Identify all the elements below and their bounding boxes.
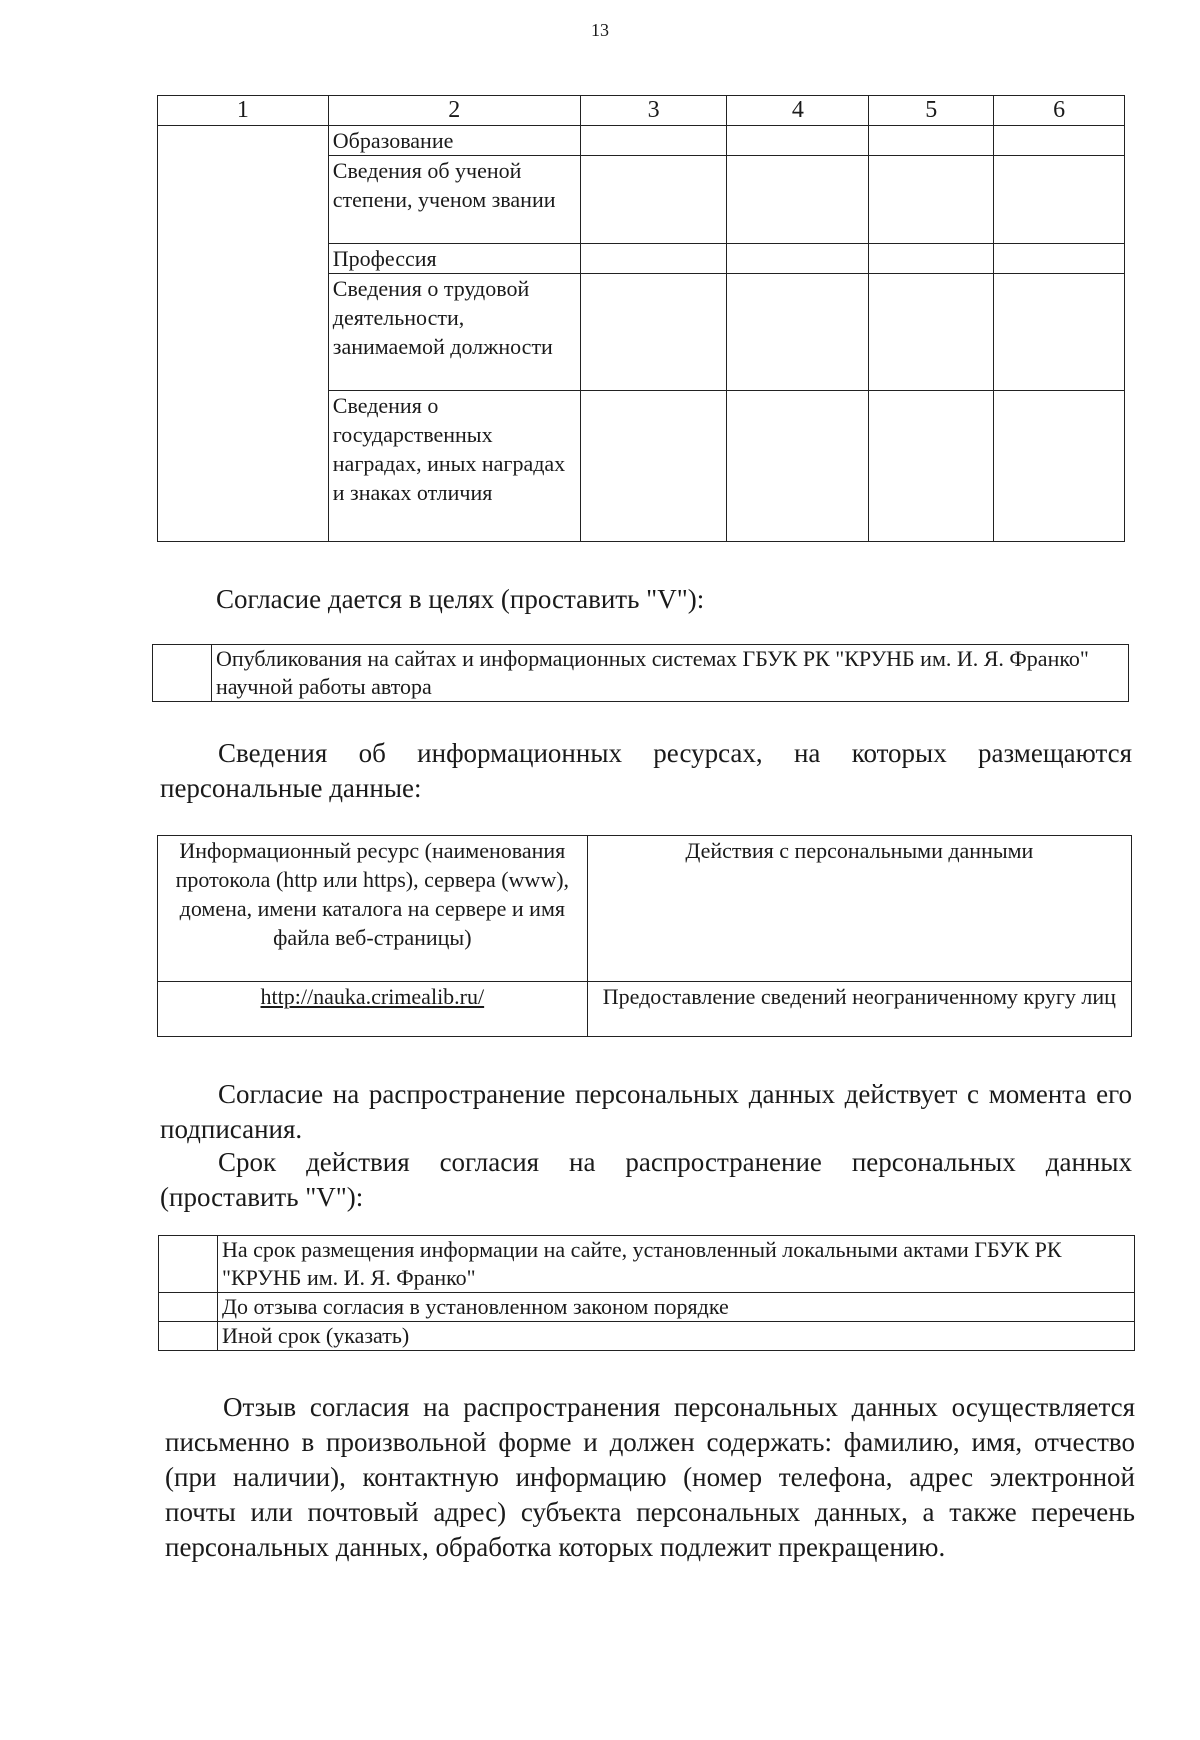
table-header-row xyxy=(158,96,1125,126)
empty-cell xyxy=(994,244,1125,274)
empty-cell xyxy=(727,391,869,542)
purpose-checkbox[interactable] xyxy=(153,645,212,702)
resources-intro: Сведения об информационных ресурсах, на которых размещаются персональные данные: xyxy=(160,738,1132,803)
row-label-degree: Сведения об ученой степени, ученом звании xyxy=(328,156,580,244)
empty-cell xyxy=(869,126,994,156)
column-header: 4 xyxy=(727,96,869,126)
column-header: 1 xyxy=(158,96,329,126)
empty-cell xyxy=(869,391,994,542)
row-label-profession: Профессия xyxy=(328,244,580,274)
empty-cell xyxy=(869,244,994,274)
row-label-education: Образование xyxy=(328,126,580,156)
table-row xyxy=(158,982,1132,1037)
term-option: Иной срок (указать) xyxy=(218,1322,1135,1351)
term-checkbox[interactable] xyxy=(159,1322,218,1351)
purpose-table xyxy=(152,644,1129,702)
term-checkbox[interactable] xyxy=(159,1293,218,1322)
actions-cell: Предоставление сведений неограниченному кругу лиц xyxy=(587,982,1131,1037)
empty-cell xyxy=(869,156,994,244)
empty-cell xyxy=(580,244,727,274)
empty-cell xyxy=(580,126,727,156)
empty-cell xyxy=(994,274,1125,391)
revocation-text: Отзыв согласия на распространения персональных данных осуществляется письменно в произвольной форме и должен содержать: фамилию, имя, отчество (при наличии), контактную информацию (номер телефона, адрес электронной почты или почтовый адрес) субъекта персональных данных, а также перечень персональных данных, обработка которых подлежит прекращению. xyxy=(165,1392,1135,1562)
empty-cell xyxy=(869,274,994,391)
table-row xyxy=(158,126,1125,156)
term-option: До отзыва согласия в установленном законом порядке xyxy=(218,1293,1135,1322)
column-header: 5 xyxy=(869,96,994,126)
term-option: На срок размещения информации на сайте, установленный локальными актами ГБУК РК "КРУНБ им. И. Я. Франко" xyxy=(218,1236,1135,1293)
table-row xyxy=(159,1293,1135,1322)
empty-cell xyxy=(727,244,869,274)
resource-cell xyxy=(158,982,588,1037)
resource-link[interactable]: http://nauka.crimealib.ru/ xyxy=(260,984,485,1009)
purpose-intro: Согласие дается в целях (проставить "V"): xyxy=(216,584,705,614)
term-table xyxy=(158,1235,1135,1351)
table-header-row xyxy=(158,836,1132,982)
column-header: 2 xyxy=(328,96,580,126)
resources-table xyxy=(157,835,1132,1037)
column-header: 3 xyxy=(580,96,727,126)
empty-cell xyxy=(158,126,329,542)
empty-cell xyxy=(727,274,869,391)
actions-header: Действия с персональными данными xyxy=(587,836,1131,982)
table-row xyxy=(159,1236,1135,1293)
empty-cell xyxy=(727,156,869,244)
row-label-awards: Сведения о государственных наградах, иных наградах и знаках отличия xyxy=(328,391,580,542)
purpose-option: Опубликования на сайтах и информационных системах ГБУК РК "КРУНБ им. И. Я. Франко" научной работы автора xyxy=(212,645,1129,702)
table-row xyxy=(159,1322,1135,1351)
empty-cell xyxy=(580,274,727,391)
empty-cell xyxy=(994,156,1125,244)
empty-cell xyxy=(580,391,727,542)
validity-text: Согласие на распространение персональных данных действует с момента его подписания. xyxy=(160,1079,1132,1144)
row-label-employment: Сведения о трудовой деятельности, занимаемой должности xyxy=(328,274,580,391)
table-row xyxy=(153,645,1129,702)
page-number: 13 xyxy=(591,20,609,40)
column-header: 6 xyxy=(994,96,1125,126)
resource-header: Информационный ресурс (наименования протокола (http или https), сервера (www), домена, имени каталога на сервере и имя файла веб-страницы) xyxy=(158,836,588,982)
empty-cell xyxy=(727,126,869,156)
term-checkbox[interactable] xyxy=(159,1236,218,1293)
empty-cell xyxy=(994,391,1125,542)
personal-data-table xyxy=(157,95,1125,542)
empty-cell xyxy=(994,126,1125,156)
term-intro: Срок действия согласия на распространение персональных данных (проставить "V"): xyxy=(160,1147,1132,1212)
empty-cell xyxy=(580,156,727,244)
